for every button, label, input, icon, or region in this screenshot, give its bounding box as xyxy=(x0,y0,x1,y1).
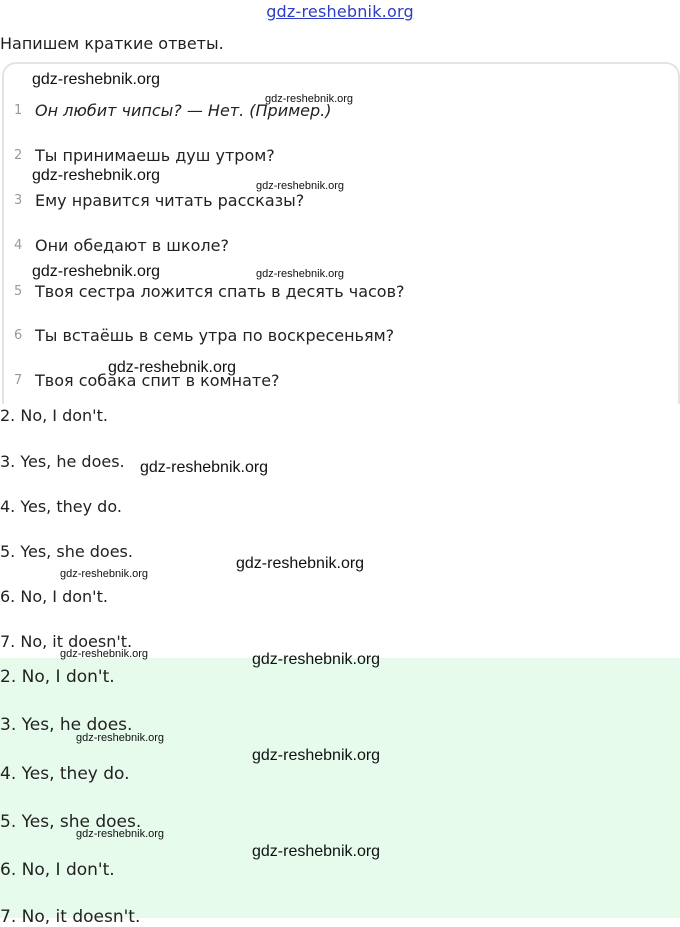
watermark: gdz-reshebnik.org xyxy=(236,555,365,572)
watermark: gdz-reshebnik.org xyxy=(60,648,149,660)
watermark: gdz-reshebnik.org xyxy=(76,732,165,744)
watermark: gdz-reshebnik.org xyxy=(32,71,161,88)
question-text: Они обедают в школе? xyxy=(35,236,229,255)
answer-line-highlighted: 4. Yes, they do. xyxy=(0,764,130,784)
question-text: Ему нравится читать рассказы? xyxy=(35,191,305,210)
watermark: gdz-reshebnik.org xyxy=(252,747,381,764)
answer-line-highlighted: 3. Yes, he does. xyxy=(0,715,133,735)
question-text: Ты встаёшь в семь утра по воскресеньям? xyxy=(35,326,395,345)
watermark: gdz-reshebnik.org xyxy=(256,180,345,192)
question-number: 2 xyxy=(14,148,23,163)
answer-line: 5. Yes, she does. xyxy=(0,542,133,561)
answer-line: 3. Yes, he does. xyxy=(0,452,125,471)
watermark: gdz-reshebnik.org xyxy=(32,263,161,280)
answer-line: 2. No, I don't. xyxy=(0,406,108,425)
answer-line: 6. No, I don't. xyxy=(0,587,108,606)
watermark: gdz-reshebnik.org xyxy=(108,359,237,376)
watermark: gdz-reshebnik.org xyxy=(256,268,345,280)
watermark: gdz-reshebnik.org xyxy=(265,93,354,105)
watermark: gdz-reshebnik.org xyxy=(76,828,165,840)
question-number: 3 xyxy=(14,193,23,208)
answer-line: 4. Yes, they do. xyxy=(0,497,122,516)
watermark: gdz-reshebnik.org xyxy=(140,459,269,476)
question-text: Он любит чипсы? — Нет. (Пример.) xyxy=(35,101,332,120)
watermark: gdz-reshebnik.org xyxy=(60,568,149,580)
site-watermark-link[interactable]: gdz-reshebnik.org xyxy=(266,2,414,21)
question-number: 1 xyxy=(14,103,23,118)
watermark: gdz-reshebnik.org xyxy=(32,167,161,184)
answer-line-highlighted: 5. Yes, she does. xyxy=(0,812,142,832)
watermark: gdz-reshebnik.org xyxy=(252,843,381,860)
question-text: Твоя сестра ложится спать в десять часов? xyxy=(35,282,405,301)
answer-line-highlighted: 6. No, I don't. xyxy=(0,860,115,880)
question-text: Ты принимаешь душ утром? xyxy=(35,146,275,165)
question-text: Твоя собака спит в комнате? xyxy=(35,371,280,390)
question-number: 7 xyxy=(14,373,23,388)
answer-line-highlighted: 2. No, I don't. xyxy=(0,667,115,687)
question-number: 6 xyxy=(14,328,23,343)
question-number: 4 xyxy=(14,238,23,253)
intro-text: Напишем краткие ответы. xyxy=(0,34,224,53)
question-number: 5 xyxy=(14,284,23,299)
watermark: gdz-reshebnik.org xyxy=(252,651,381,668)
answer-line: 7. No, it doesn't. xyxy=(0,632,133,651)
answer-line-highlighted: 7. No, it doesn't. xyxy=(0,907,141,927)
